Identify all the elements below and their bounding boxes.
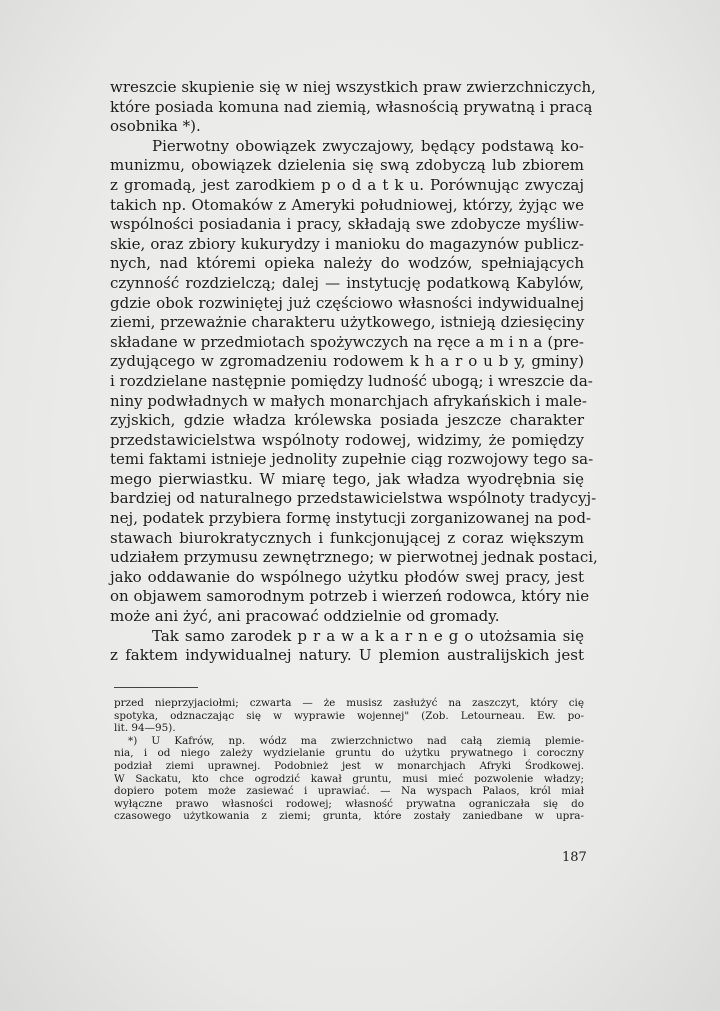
footnote-line: lit. 94—95).	[114, 722, 176, 735]
text-line: nej, podatek przybiera formę instytucji zorganizowanej na pod-	[110, 509, 592, 528]
footnote-line: podział ziemi uprawnej. Podobnież jest w monarchjach Afryki Środkowej.	[114, 759, 584, 772]
text-line: wspólności posiadania i pracy, składają swe zdobycze myśliw-	[110, 215, 584, 234]
text-line: osobnika *).	[110, 117, 201, 136]
footnote-line: nia, i od niego zależy wydzielanie gruntu do użytku prywatnego i coroczny	[114, 747, 584, 760]
footnote-line: przed nieprzyjaciołmi; czwarta — że musisz zasłużyć na zaszczyt, który cię	[114, 697, 584, 709]
page-number: 187	[562, 850, 587, 865]
text-line: może ani żyć, ani pracować oddzielnie od gromady.	[110, 607, 500, 626]
text-line: mego pierwiastku. W miarę tego, jak władza wyodrębnia się	[110, 469, 584, 488]
footnote-line: czasowego użytkowania z ziemi; grunta, które zostały zaniedbane w upra-	[114, 810, 584, 823]
text-line: Pierwotny obowiązek zwyczajowy, będący podstawą ko-	[152, 136, 584, 155]
text-line: skie, oraz zbiory kukurydzy i manioku do magazynów publicz-	[110, 234, 584, 253]
text-line: i rozdzielane następnie pomiędzy ludność ubogą; i wreszcie da-	[110, 371, 593, 390]
text-line: udziałem przymusu zewnętrznego; w pierwotnej jednak postaci,	[110, 548, 598, 567]
footnote-line: *) U Kafrów, np. wódz ma zwierzchnictwo nad całą ziemią plemie-	[128, 734, 584, 747]
footnotes	[114, 697, 584, 823]
footnote-line: dopiero potem może zasiewać i uprawiać. — Na wyspach Palaos, król miał	[114, 785, 584, 798]
text-line: niny podwładnych w małych monarchjach afrykańskich i male-	[110, 391, 587, 410]
text-line: ziemi, przeważnie charakteru użytkowego, istnieją dziesięciny	[110, 313, 585, 332]
footnote-divider	[114, 687, 198, 688]
text-line: czynność rozdzielczą; dalej — instytucję podatkową Kabylów,	[110, 273, 584, 292]
text-line: wreszcie skupienie się w niej wszystkich praw zwierzchniczych,	[110, 78, 596, 96]
text-line: on objawem samorodnym potrzeb i wierzeń rodowca, który nie	[110, 587, 590, 606]
text-line: z faktem indywidualnej natury. U plemion australijskich jest	[110, 646, 584, 665]
text-line: jako oddawanie do wspólnego użytku płodów swej pracy, jest	[110, 567, 584, 586]
text-line: składane w przedmiotach spożywczych na ręce a m i n a (pre-	[110, 332, 584, 351]
text-line: takich np. Otomaków z Ameryki południowej, którzy, żyjąc we	[110, 195, 584, 214]
text-line: munizmu, obowiązek dzielenia się swą zdobyczą lub zbiorem	[110, 156, 584, 175]
text-line: temi faktami istnieje jednolity zupełnie ciąg rozwojowy tego sa-	[110, 450, 594, 469]
footnote-line: W Sackatu, kto chce ogrodzić kawał gruntu, musi mieć pozwolenie władzy;	[114, 772, 584, 785]
text-line: Tak samo zarodek p r a w a k a r n e g o utożsamia się	[152, 626, 584, 645]
footnote-line: spotyka, odznaczając się w wyprawie wojennej" (Zob. Letourneau. Ew. po-	[114, 709, 584, 722]
main-text	[110, 78, 598, 666]
text-line: gdzie obok rozwiniętej już częściowo własności indywidualnej	[110, 293, 584, 312]
text-line: które posiada komuna nad ziemią, własnością prywatną i pracą	[110, 97, 593, 116]
footnote-line: wyłączne prawo własności rodowej; własność prywatna ograniczała się do	[114, 797, 584, 810]
text-line: zydującego w zgromadzeniu rodowem k h a r o u b y, gminy)	[110, 352, 584, 371]
text-line: zyjskich, gdzie władza królewska posiada jeszcze charakter	[110, 411, 584, 430]
text-line: nych, nad któremi opieka należy do wodzów, spełniających	[110, 254, 584, 273]
text-line: bardziej od naturalnego przedstawicielstwa wspólnoty tradycyj-	[110, 489, 597, 508]
text-line: z gromadą, jest zarodkiem p o d a t k u. Porównując zwyczaj	[110, 175, 584, 194]
text-line: stawach biurokratycznych i funkcjonującej z coraz większym	[110, 528, 584, 547]
text-line: przedstawicielstwa wspólnoty rodowej, widzimy, że pomiędzy	[110, 430, 584, 449]
